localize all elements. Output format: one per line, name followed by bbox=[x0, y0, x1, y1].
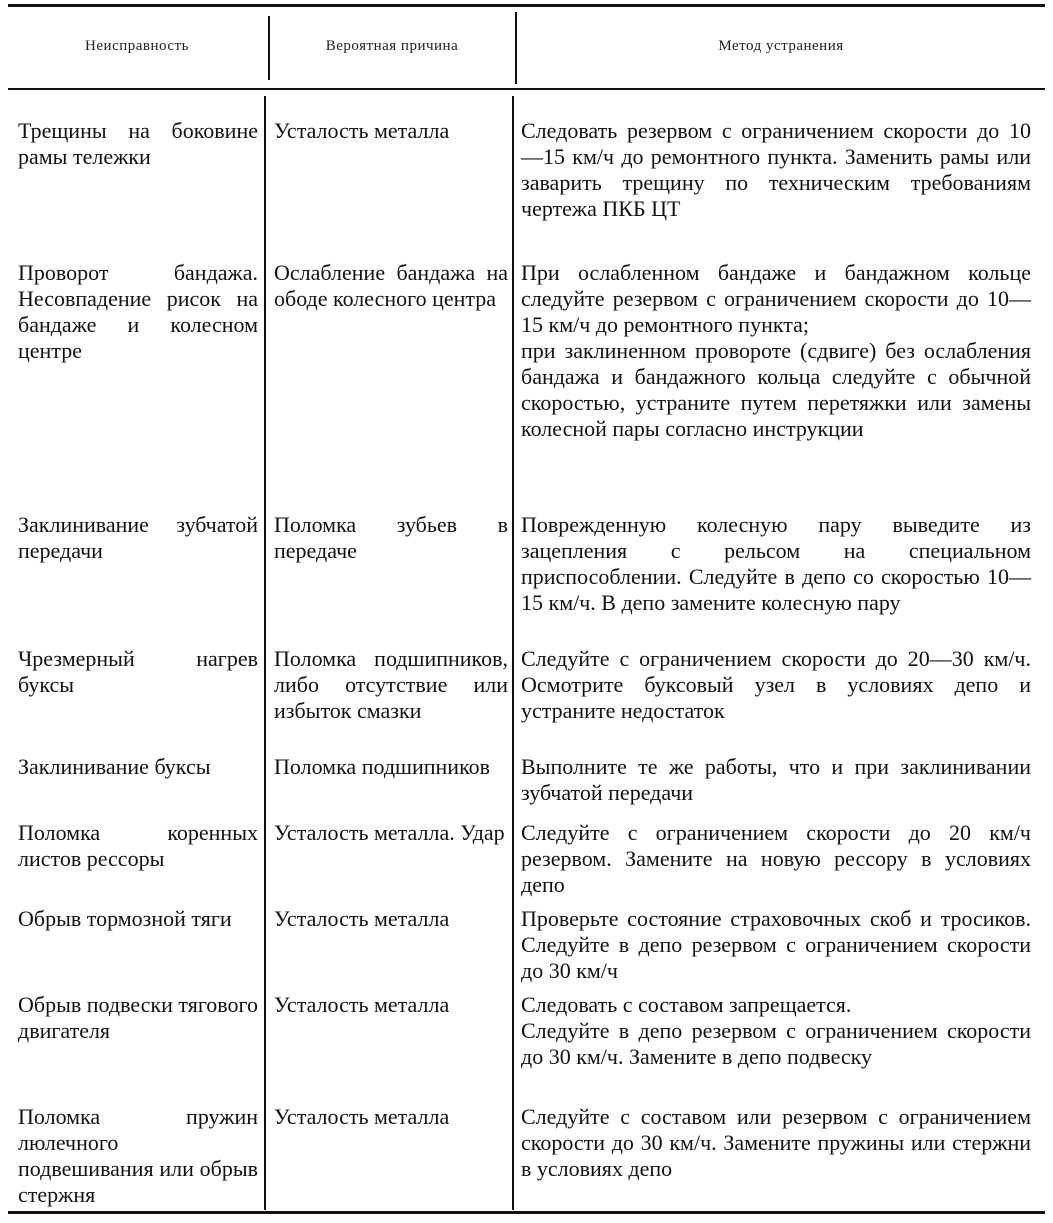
method-cell bbox=[521, 1104, 1031, 1182]
header-fault: Неисправность bbox=[85, 38, 189, 54]
method-paragraph: при заклиненном провороте (сдвиге) без ослабления бандажа и бандажного кольца следуйте с обычной скоростью, устраните путем перетяжки или замены колесной пары согласно инструкции bbox=[521, 338, 1031, 441]
fault-cell: Заклинивание зубчатой передачи bbox=[18, 512, 258, 563]
cause-cell: Усталость металла bbox=[274, 1104, 450, 1129]
method-cell bbox=[521, 754, 1031, 806]
method-paragraph: Следуйте с составом или резервом с ограничением скорости до 30 км/ч. Замените пружины или стержни в условиях депо bbox=[521, 1104, 1031, 1181]
fault-cell: Поломка коренных листов рессоры bbox=[18, 820, 258, 871]
method-paragraph: При ослабленном бандаже и бандажном кольце следуйте резервом с ограничением скорости до 10—15 км/ч до ремонтного пункта; bbox=[521, 260, 1031, 337]
cause-cell: Поломка зубьев в передаче bbox=[274, 512, 508, 563]
cause-cell: Поломка подшипников bbox=[274, 754, 491, 779]
method-paragraph: Следовать резервом с ограничением скорости до 10 —15 км/ч до ремонтного пункта. Заменить рамы или заварить трещину по техническим требованиям чертежа ПКБ ЦТ bbox=[521, 118, 1031, 221]
column-divider-2 bbox=[512, 96, 514, 1210]
cause-cell: Усталость металла bbox=[274, 118, 450, 143]
method-paragraph: Следуйте в депо резервом с ограничением скорости до 30 км/ч. Замените в депо подвеску bbox=[521, 1018, 1031, 1069]
method-cell bbox=[521, 118, 1031, 222]
fault-cell: Проворот бандажа. Несовпадение рисок на бандаже и колесном центре bbox=[18, 260, 258, 363]
fault-cell: Обрыв тормозной тяги bbox=[18, 906, 232, 931]
fault-cell: Заклинивание буксы bbox=[18, 754, 211, 779]
method-cell bbox=[521, 646, 1031, 724]
fault-cell: Трещины на боковине рамы тележки bbox=[18, 118, 258, 169]
top-rule bbox=[8, 4, 1045, 7]
header-cause: Вероятная причина bbox=[325, 38, 459, 54]
cause-cell: Усталость металла. Удар bbox=[274, 820, 505, 845]
fault-cell: Поломка пружин люлечного подвешивания или обрыв стержня bbox=[18, 1104, 258, 1207]
method-cell bbox=[521, 260, 1031, 442]
cause-cell: Усталость металла bbox=[274, 992, 450, 1017]
fault-cell: Чрезмерный нагрев буксы bbox=[18, 646, 258, 697]
method-cell bbox=[521, 820, 1031, 898]
method-paragraph: Поврежденную колесную пару выведите из зацепления с рельсом на специальном приспособлении. Следуйте в депо со скоростью 10—15 км/ч. В депо замените колесную пару bbox=[521, 512, 1031, 615]
cause-cell: Поломка подшипников, либо отсутствие или избыток смазки bbox=[274, 646, 508, 723]
header-method: Метод устранения bbox=[718, 38, 844, 54]
method-paragraph: Выполните те же работы, что и при заклинивании зубчатой передачи bbox=[521, 754, 1031, 805]
cause-cell: Усталость металла bbox=[274, 906, 450, 931]
method-paragraph: Следуйте с ограничением скорости до 20 км/ч резервом. Замените на новую рессору в условиях депо bbox=[521, 820, 1031, 897]
fault-cell: Обрыв подвески тягового двигателя bbox=[18, 992, 259, 1043]
method-paragraph: Проверьте состояние страховочных скоб и тросиков. Следуйте в депо резервом с ограничением скорости до 30 км/ч bbox=[521, 906, 1031, 983]
header-rule bbox=[8, 88, 1045, 90]
cause-cell: Ослабление бандажа на ободе колесного центра bbox=[274, 260, 508, 311]
method-cell bbox=[521, 992, 1031, 1070]
method-paragraph: Следуйте с ограничением скорости до 20—30 км/ч. Осмотрите буксовый узел в условиях депо и устраните недостаток bbox=[521, 646, 1031, 723]
column-divider-1 bbox=[264, 96, 266, 1210]
method-paragraph: Следовать с составом запрещается. bbox=[521, 992, 852, 1017]
method-cell bbox=[521, 906, 1031, 984]
bottom-rule bbox=[8, 1211, 1045, 1214]
method-cell bbox=[521, 512, 1031, 616]
